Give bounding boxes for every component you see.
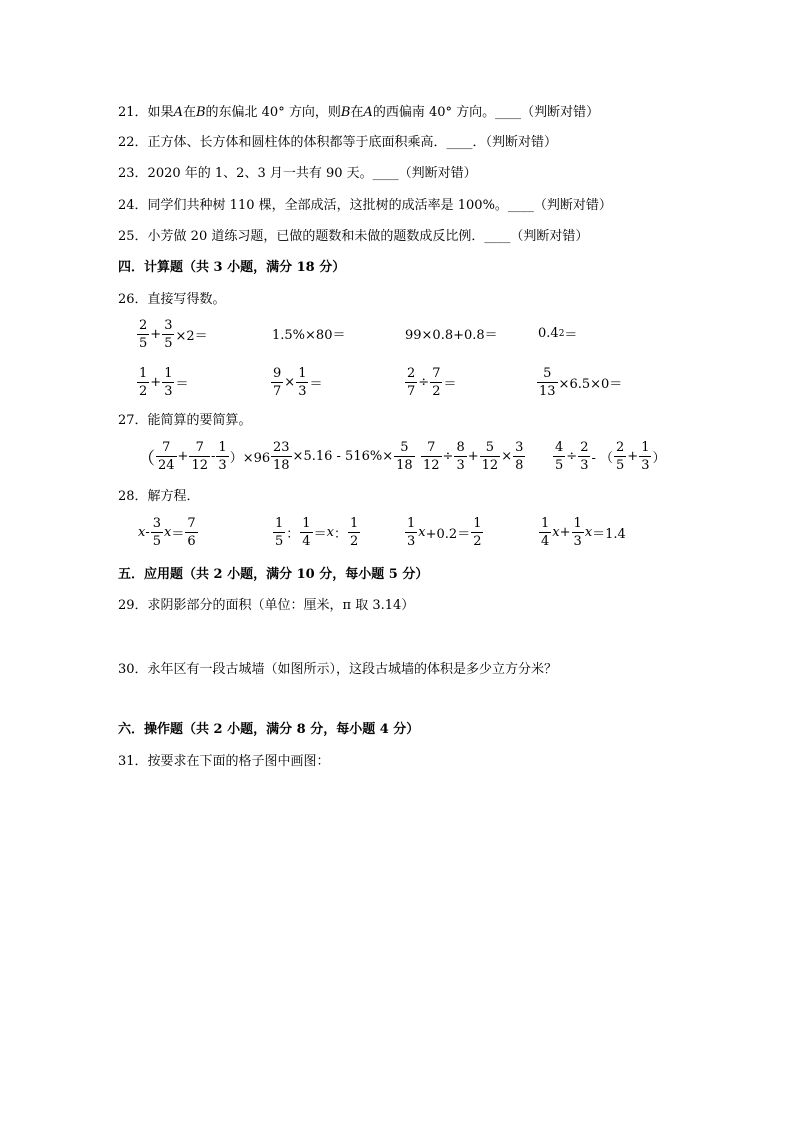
q26-row-2 bbox=[0, 364, 794, 408]
q26-r1c1: $\frac{2}{5}$ + $\frac{3}{5}$ ×2＝ bbox=[139, 318, 208, 351]
q26-r1c3: 99×0.8+0.8＝ bbox=[405, 328, 498, 343]
question-25: 25．小芳做 20 道练习题，已做的题数和未做的题数成反比例．____（判断对错） bbox=[118, 229, 589, 244]
section-5-title: 五．应用题（共 2 小题，满分 10 分，每小题 5 分） bbox=[118, 567, 429, 582]
question-29: 29．求阴影部分的面积（单位：厘米，π 取 3.14） bbox=[118, 598, 415, 613]
question-27-title: 27．能简算的要简算。 bbox=[118, 413, 252, 428]
q28-eq-2: $\frac{1}{5}$ ： $\frac{1}{4}$ ＝ x ： $\frac{1}{2}$ bbox=[275, 516, 359, 549]
q27-expr-2: $\frac{23}{18}$ ×5.16 - 516%× $\frac{5}{18}$ bbox=[273, 440, 413, 473]
q27-expr-4: $\frac{4}{5}$ ÷ $\frac{2}{3}$ - （ $\frac{2}{5}$ + $\frac{1}{3}$ ） bbox=[555, 440, 666, 473]
q28-eq-3: $\frac{1}{3}$ x +0.2＝ $\frac{1}{2}$ bbox=[407, 516, 482, 549]
q27-expr-3: $\frac{7}{12}$ ÷ $\frac{8}{3}$ + $\frac{5}{12}$ × $\frac{3}{8}$ bbox=[423, 440, 524, 473]
q26-r1c4: 0.4 2 ＝ bbox=[538, 326, 578, 343]
q26-r2c3: $\frac{2}{7}$ ÷ $\frac{7}{2}$ ＝ bbox=[407, 366, 457, 399]
q28-eq-4: $\frac{1}{4}$ x + $\frac{1}{3}$ x ＝1.4 bbox=[541, 516, 626, 549]
q28-eq-1: x - $\frac{3}{5}$ x ＝ $\frac{7}{6}$ bbox=[138, 516, 196, 549]
section-4-title: 四．计算题（共 3 小题，满分 18 分） bbox=[118, 260, 346, 275]
q28-row bbox=[0, 514, 794, 558]
question-30: 30．永年区有一段古城墙（如图所示），这段古城墙的体积是多少立方分米？ bbox=[118, 662, 558, 677]
q26-row-1 bbox=[0, 316, 794, 360]
question-28-title: 28．解方程． bbox=[118, 489, 200, 504]
q27-expr-1: （ $\frac{7}{24}$ + $\frac{7}{12}$ - $\frac{1}{3}$ ）×96 bbox=[138, 440, 271, 473]
question-24: 24．同学们共种树 110 棵，全部成活，这批树的成活率是 100%。____（判断对错） bbox=[118, 198, 612, 213]
q27-row bbox=[0, 438, 794, 482]
question-31: 31．按要求在下面的格子图中画图： bbox=[118, 754, 330, 769]
q26-r1c2: 1.5%×80＝ bbox=[272, 328, 346, 343]
question-23: 23．2020 年的 1、2、3 月一共有 90 天。____（判断对错） bbox=[118, 166, 477, 181]
question-21: 21．如果A在B的东偏北 40° 方向，则B在A的西偏南 40° 方向。____（判断对错） bbox=[118, 105, 600, 120]
q26-r2c4: $\frac{5}{13}$ ×6.5×0＝ bbox=[539, 366, 623, 399]
q26-r2c1: $\frac{1}{2}$ + $\frac{1}{3}$ ＝ bbox=[139, 366, 189, 399]
question-26-title: 26．直接写得数。 bbox=[118, 292, 226, 307]
section-6-title: 六．操作题（共 2 小题，满分 8 分，每小题 4 分） bbox=[118, 722, 420, 737]
question-22: 22．正方体、长方体和圆柱体的体积都等于底面积乘高．____．（判断对错） bbox=[118, 135, 558, 150]
q26-r2c2: $\frac{9}{7}$ × $\frac{1}{3}$ ＝ bbox=[273, 366, 323, 399]
